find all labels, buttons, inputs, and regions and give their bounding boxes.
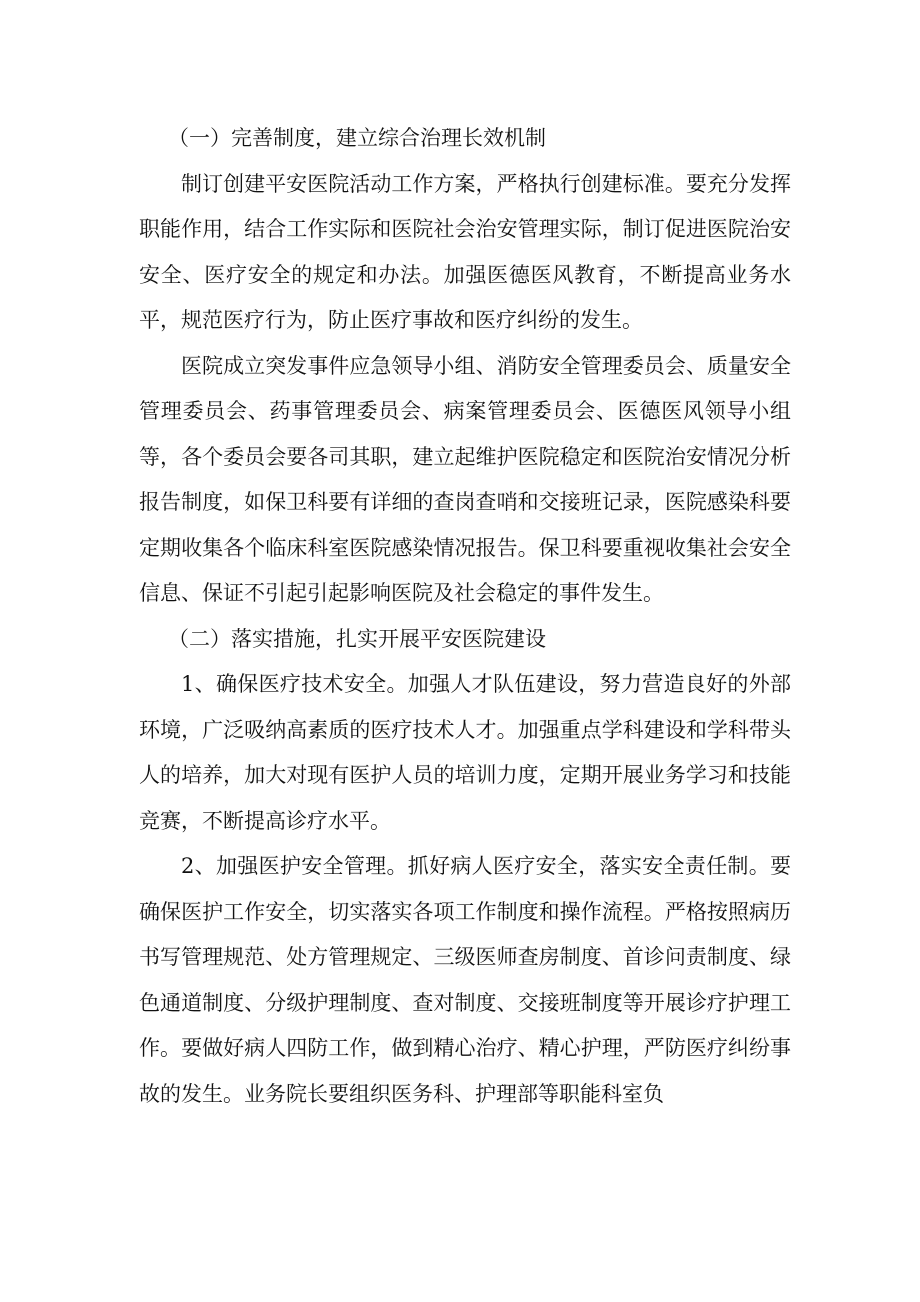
paragraph: 制订创建平安医院活动工作方案，严格执行创建标准。要充分发挥职能作用，结合工作实际和医院社会治安管理实际，制订促进医院治安安全、医疗安全的规定和办法。加强医德医风教育，不断提高业务水平，规范医疗行为，防止医疗事故和医疗纠纷的发生。 bbox=[139, 171, 791, 332]
list-item: 1、确保医疗技术安全。加强人才队伍建设，努力营造良好的外部环境，广泛吸纳高素质的医疗技术人才。加强重点学科建设和学科带头人的培养，加大对现有医护人员的培训力度，定期开展业务学习和技能竞赛，不断提高诊疗水平。 bbox=[139, 672, 791, 833]
section-heading-1: （一）完善制度，建立综合治理长效机制 bbox=[168, 126, 546, 150]
list-item: 2、加强医护安全管理。抓好病人医疗安全，落实安全责任制。要确保医护工作安全，切实落实各项工作制度和操作流程。严格按照病历书写管理规范、处方管理规定、三级医师查房制度、首诊问责制度、绿色通道制度、分级护理制度、查对制度、交接班制度等开展诊疗护理工作。要做好病人四防工作，做到精心治疗、精心护理，严防医疗纠纷事故的发生。业务院长要组织医务科、护理部等职能科室负 bbox=[139, 854, 791, 1106]
paragraph: 医院成立突发事件应急领导小组、消防安全管理委员会、质量安全管理委员会、药事管理委员会、病案管理委员会、医德医风领导小组等，各个委员会要各司其职，建立起维护医院稳定和医院治安情况分析报告制度，如保卫科要有详细的查岗查哨和交接班记录，医院感染科要定期收集各个临床科室医院感染情况报告。保卫科要重视收集社会安全信息、保证不引起引起影响医院及社会稳定的事件发生。 bbox=[139, 353, 791, 605]
section-heading-2: （二）落实措施，扎实开展平安医院建设 bbox=[168, 626, 546, 651]
document-body bbox=[139, 116, 791, 1117]
